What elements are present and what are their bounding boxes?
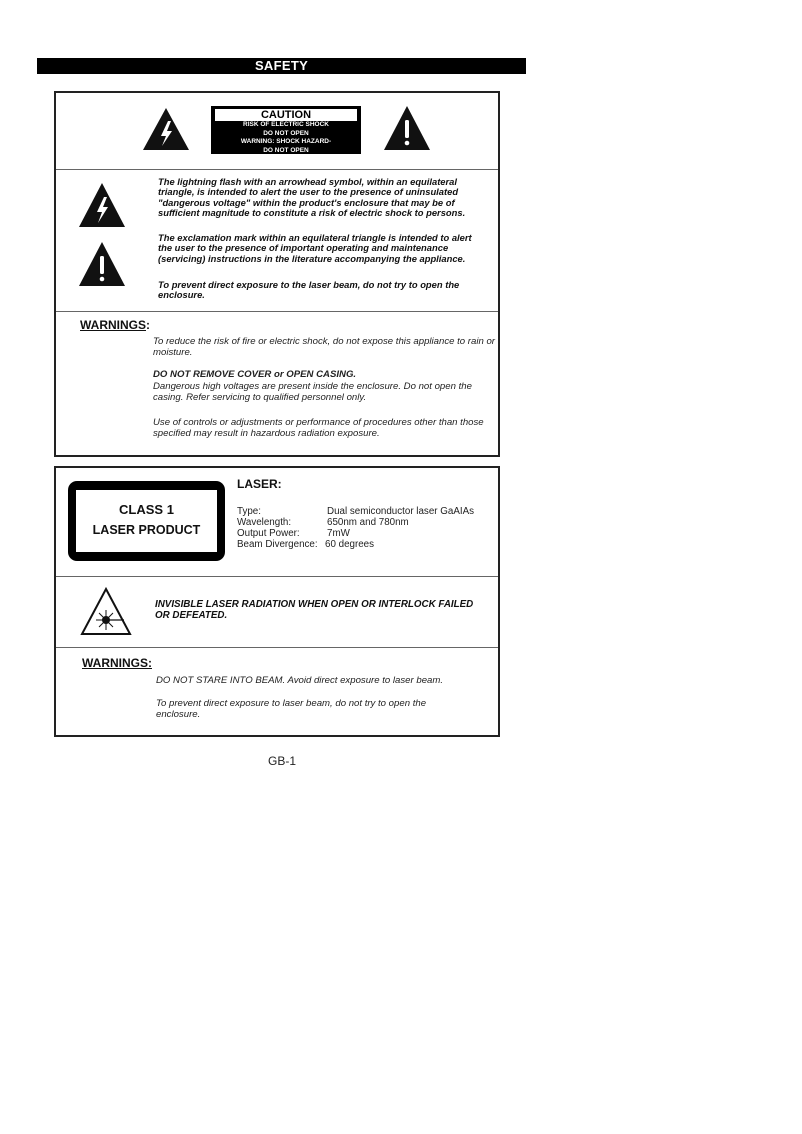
warning-enclosure: To prevent direct exposure to laser beam, do not try to open the enclosure. [156,698,427,721]
spec-value: 7mW [327,528,350,539]
spec-row-type [237,506,497,517]
warning-stare: DO NOT STARE INTO BEAM. Avoid direct exposure to laser beam. [156,675,444,686]
laser-radiation-warning: INVISIBLE LASER RADIATION WHEN OPEN OR INTERLOCK FAILED OR DEFEATED. [155,599,474,622]
laser-heading: LASER: [237,477,282,491]
warnings-heading: WARNINGS: [80,318,150,332]
lightning-triangle-icon [77,181,127,229]
laser-beam-description: To prevent direct exposure to the laser beam, do not try to open the enclosure. [158,279,460,301]
warning-moisture: To reduce the risk of fire or electric shock, do not expose this appliance to rain or moisture. [153,336,496,359]
spec-key: Wavelength: [237,517,292,528]
caution-line-2: DO NOT OPEN [263,129,309,137]
caution-title: CAUTION [215,109,357,121]
divider [56,169,498,170]
class1-line1: CLASS 1 [119,502,174,517]
class1-line2: LASER PRODUCT [92,523,201,537]
lightning-description: The lightning flash with an arrowhead symbol, within an equilateral triangle, is intended to alert the user to the presence of uninsulated "dangerous voltage" within the product's enclosure that may be of sufficient magnitude to constitute a risk of electric shock to persons. [158,176,466,219]
spec-row-power [237,528,497,539]
laser-warnings-heading: WARNINGS: [82,656,152,670]
spec-row-divergence [237,539,497,550]
spec-key: Type: [237,506,261,517]
spec-key: Output Power: [237,528,300,539]
divider [56,647,498,648]
spec-row-wavelength [237,517,497,528]
lightning-triangle-icon [141,106,191,152]
section-title: SAFETY [37,58,526,74]
caution-panel [54,91,500,457]
exclamation-description: The exclamation mark within an equilateral triangle is intended to alert the user to the presence of important operating and maintenance (servicing) instructions in the literature accompanying the appliance. [158,232,472,264]
exclamation-triangle-icon [382,104,432,152]
caution-line-3: WARNING: SHOCK HAZARD- [240,138,332,145]
spec-value: 650nm and 780nm [327,517,409,528]
caution-line-4: DO NOT OPEN [263,146,309,154]
warning-cover-body: Dangerous high voltages are present inside the enclosure. Do not open the casing. Refer servicing to qualified personnel only. [153,381,472,404]
divider [56,576,498,577]
exclamation-triangle-icon [77,240,127,288]
spec-value: Dual semiconductor laser GaAIAs [327,506,475,517]
spec-key: Beam Divergence: [237,539,318,550]
warning-cover-title: DO NOT REMOVE COVER or OPEN CASING. [153,369,357,380]
divider [56,311,498,312]
page-number: GB-1 [268,754,297,768]
spec-value: 60 degrees [325,539,375,550]
warning-radiation: Use of controls or adjustments or performance of procedures other than those specified may result in hazardous radiation exposure. [153,417,484,440]
laser-radiation-icon [80,586,132,638]
class1-label [68,481,225,561]
caution-label [211,106,361,154]
laser-specs [237,506,497,550]
caution-line-1: RISK OF ELECTRIC SHOCK [243,121,329,128]
laser-panel [54,466,500,737]
